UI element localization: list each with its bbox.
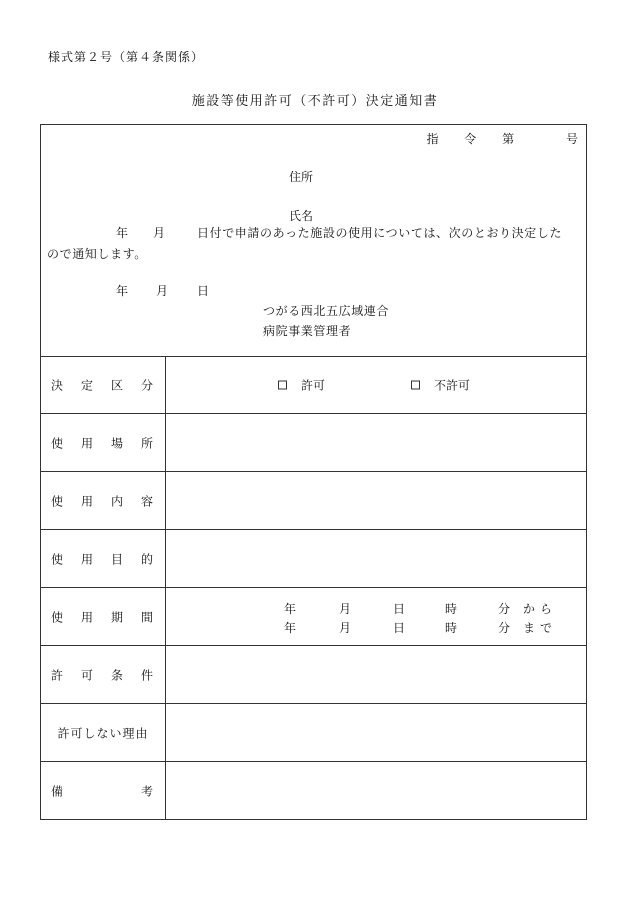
directive-suffix: 号: [565, 132, 578, 146]
address-label: 住所: [289, 170, 314, 184]
label-char: 使: [51, 436, 64, 450]
purpose-label-cell: [41, 530, 166, 587]
label-char: 用: [80, 610, 93, 624]
content-value-field[interactable]: [166, 472, 586, 529]
label-char: 使: [51, 552, 64, 566]
end-day-unit: 日: [393, 621, 406, 635]
decision-label-cell: [41, 356, 166, 413]
notice-body-line-1: 日付で申請のあった施設の使用については、次のとおり決定した: [197, 226, 563, 240]
end-month-unit: 月: [339, 621, 352, 635]
end-year-unit: 年: [284, 621, 297, 635]
decision-value-cell: [166, 356, 586, 413]
label-char: 目: [110, 552, 123, 566]
application-year: 年: [116, 226, 129, 240]
label-char: 用: [80, 552, 93, 566]
table-row-content: [41, 472, 586, 530]
table-row-decision: [41, 356, 586, 414]
reason-label-cell: [41, 704, 166, 761]
content-label-cell: [41, 472, 166, 529]
table-row-remarks: [41, 762, 586, 819]
start-hour-unit: 時: [445, 602, 458, 616]
issue-day: 日: [197, 284, 210, 298]
label-char: 内: [110, 494, 123, 508]
period-start-line: [166, 600, 586, 616]
start-year-unit: 年: [284, 602, 297, 616]
permit-checkbox[interactable]: [278, 380, 287, 389]
notice-body-line-2: ので通知します。: [47, 247, 147, 261]
label-char: 用: [80, 494, 93, 508]
label-char: 使: [51, 610, 64, 624]
application-month: 月: [153, 226, 166, 240]
period-value-field[interactable]: [166, 588, 586, 645]
period-end-line: [166, 619, 586, 635]
end-minute-unit: 分: [498, 621, 511, 635]
directive-prefix-3: 第: [502, 132, 515, 146]
label-char: 容: [140, 494, 153, 508]
name-label: 氏名: [289, 209, 314, 223]
permit-option-label: 許可: [301, 378, 326, 392]
permit-option[interactable]: [278, 376, 325, 393]
issue-month: 月: [156, 284, 169, 298]
issue-year: 年: [116, 284, 129, 298]
label-char: 定: [80, 378, 93, 392]
document-title: 施設等使用許可（不許可）決定通知書: [191, 94, 439, 109]
directive-prefix-1: 指: [426, 132, 439, 146]
label-char: 件: [140, 668, 153, 682]
table-row-purpose: [41, 530, 586, 588]
remarks-value-field[interactable]: [166, 762, 586, 819]
table-row-place: [41, 414, 586, 472]
label-char: 使: [51, 494, 64, 508]
form-number: 様式第２号（第４条関係）: [48, 50, 205, 64]
label-char: 決: [51, 378, 64, 392]
label-char: 期: [110, 610, 123, 624]
deny-option[interactable]: [411, 376, 470, 393]
label-char: 的: [140, 552, 153, 566]
label-char: 場: [110, 436, 123, 450]
table-row-period: [41, 588, 586, 646]
start-day-unit: 日: [393, 602, 406, 616]
issuer-title: 病院事業管理者: [263, 324, 352, 338]
form-frame: [40, 124, 587, 820]
reason-label: 許可しない理由: [57, 726, 149, 740]
notice-header-section: [41, 125, 586, 357]
label-char: 許: [51, 668, 64, 682]
label-char: 可: [80, 668, 93, 682]
deny-checkbox[interactable]: [411, 380, 420, 389]
directive-prefix-2: 令: [464, 132, 477, 146]
issuer-organization: つがる西北五広域連合: [263, 304, 390, 318]
label-char: 条: [110, 668, 123, 682]
label-char: 間: [140, 610, 153, 624]
end-hour-unit: 時: [445, 621, 458, 635]
reason-value-field[interactable]: [166, 704, 586, 761]
place-value-field[interactable]: [166, 414, 586, 471]
label-char: 考: [140, 784, 153, 798]
remarks-label-cell: [41, 762, 166, 819]
end-to-label: まで: [523, 621, 558, 635]
conditions-label-cell: [41, 646, 166, 703]
label-char: 備: [51, 784, 64, 798]
label-char: 用: [80, 436, 93, 450]
conditions-value-field[interactable]: [166, 646, 586, 703]
start-minute-unit: 分: [498, 602, 511, 616]
place-label-cell: [41, 414, 166, 471]
label-char: 分: [140, 378, 153, 392]
table-row-conditions: [41, 646, 586, 704]
label-char: 区: [110, 378, 123, 392]
purpose-value-field[interactable]: [166, 530, 586, 587]
deny-option-label: 不許可: [434, 378, 471, 392]
label-char: 所: [140, 436, 153, 450]
start-month-unit: 月: [339, 602, 352, 616]
directive-number: [412, 130, 578, 147]
start-from-label: から: [523, 602, 558, 616]
period-label-cell: [41, 588, 166, 645]
table-row-reason: [41, 704, 586, 762]
